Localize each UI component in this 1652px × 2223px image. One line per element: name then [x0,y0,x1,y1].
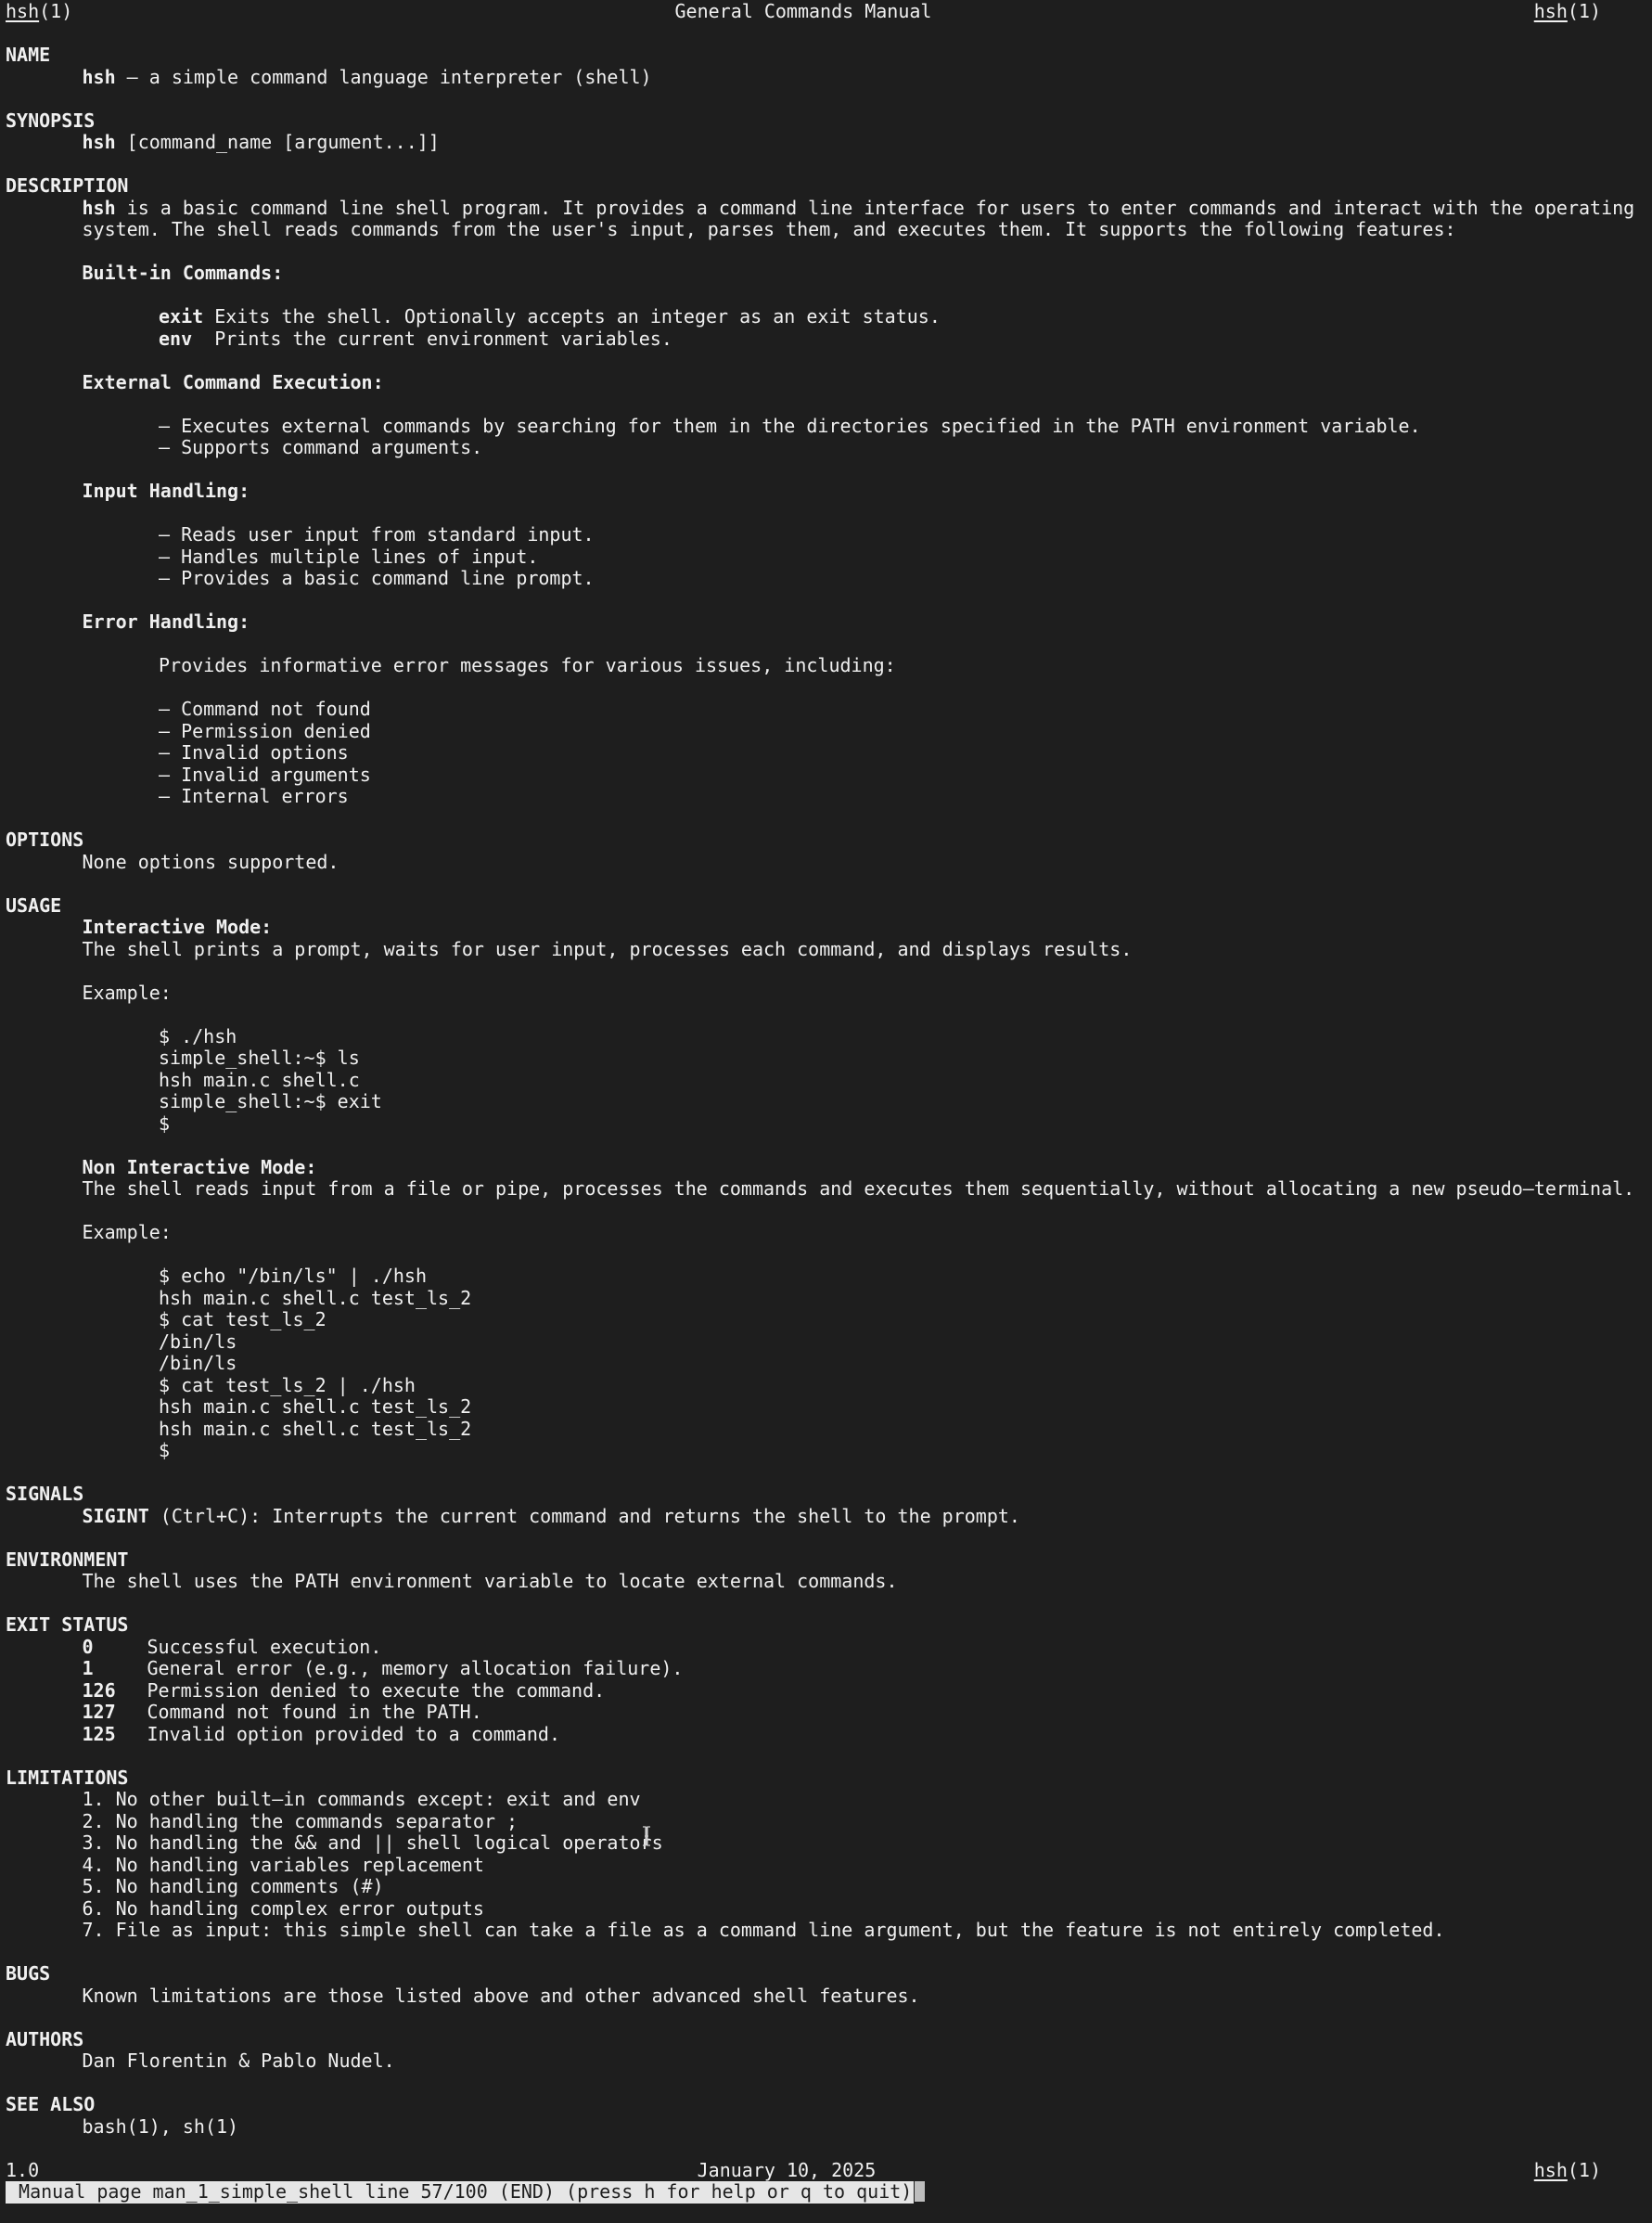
limitation-item: 7. File as input: this simple shell can take a file as a command line argument, but the feature is not entirely completed. [82,1919,1445,1941]
blank-line [6,1942,1647,1964]
section-heading-exit-status: EXIT STATUS [6,1613,129,1636]
blank-line [6,634,1647,656]
blank-line [6,1462,1647,1484]
example-line: $ echo "/bin/ls" | ./hsh [159,1265,427,1287]
input-item: – Handles multiple lines of input. [159,545,539,568]
description-line-1 [6,198,1647,220]
interactive-text: The shell prints a prompt, waits for user input, processes each command, and displays results. [82,937,1133,960]
blank-line [6,1745,1647,1767]
blank-line [6,1201,1647,1223]
pager-status-text: Manual page man_1_simple_shell line 57/100 (END) (press h for help or q to quit) [7,2180,913,2203]
external-item: – Executes external commands by searching for them in the directories specified in the PATH environment variable. [159,414,1421,437]
subheading-error: Error Handling: [82,610,250,633]
exit-status-item [6,1702,1647,1724]
i-beam-cursor-icon [642,1826,651,1846]
pager-status-line [6,2181,1647,2204]
exit-text: Successful execution. [147,1635,382,1658]
footer-version: 1.0 [6,2158,40,2181]
subheading-input: Input Handling: [82,480,250,502]
blank-line [6,459,1647,482]
terminal-window[interactable] [6,1,1647,2204]
name-line [6,67,1647,89]
header-left [6,1,72,23]
name-text: – a simple command language interpreter (shell) [115,65,652,88]
subheading-noninteractive: Non Interactive Mode: [82,1155,317,1178]
header-right-cmd: hsh [1533,0,1568,22]
error-item: – Internal errors [159,785,349,807]
example-line: $ cat test_ls_2 | ./hsh [159,1373,416,1396]
error-intro: Provides informative error messages for various issues, including: [159,654,896,676]
header-left-section: (1) [39,0,73,22]
synopsis-text: [command_name [argument...]] [115,131,440,153]
authors-text: Dan Florentin & Pablo Nudel. [82,2050,395,2072]
example-line: hsh main.c shell.c test_ls_2 [159,1417,472,1440]
section-heading-bugs: BUGS [6,1962,51,1985]
blank-line [6,2073,1647,2095]
error-item: – Invalid options [159,741,349,764]
blank-line [6,1135,1647,1157]
exit-status-item [6,1724,1647,1746]
error-item: – Permission denied [159,719,371,742]
blank-line [6,88,1647,110]
limitation-item: 3. No handling the && and || shell logical operators [82,1831,663,1854]
footer-right [1534,2160,1601,2182]
section-heading-synopsis: SYNOPSIS [6,109,96,132]
builtin-cmd: exit [159,305,204,328]
blank-line [6,2138,1647,2160]
example-line: simple_shell:~$ ls [159,1047,360,1069]
exit-status-item [6,1637,1647,1659]
section-heading-authors: AUTHORS [6,2027,84,2050]
blank-line [6,1244,1647,1266]
exit-code: 0 [82,1635,94,1658]
builtin-item [6,328,1647,351]
example-line: hsh main.c shell.c test_ls_2 [159,1395,472,1418]
description-line-2: system. The shell reads commands from the user's input, parses them, and executes them. It supports the following features: [82,218,1456,240]
footer-right-cmd: hsh [1533,2158,1568,2181]
limitation-item: 2. No handling the commands separator ; [82,1809,519,1832]
example-line: $ [159,1112,171,1135]
block-cursor-icon [915,2181,925,2202]
example-line: $ [159,1439,171,1461]
example-line: hsh main.c shell.c [159,1068,360,1091]
blank-line [6,1527,1647,1549]
exit-text: Permission denied to execute the command. [147,1678,606,1702]
blank-line [6,2007,1647,2029]
man-footer [6,2160,1601,2182]
subheading-interactive: Interactive Mode: [82,916,273,938]
blank-line [6,154,1647,176]
description-cmd: hsh [82,196,116,219]
section-heading-name: NAME [6,44,51,66]
builtin-item [6,306,1647,328]
blank-line [6,1593,1647,1615]
section-heading-options: OPTIONS [6,829,84,851]
man-header [6,1,1601,23]
section-heading-limitations: LIMITATIONS [6,1766,129,1789]
example-label: Example: [82,1221,172,1243]
builtin-text: Prints the current environment variables. [192,327,672,350]
blank-line [6,285,1647,307]
exit-code: 1 [82,1657,94,1679]
exit-status-item [6,1680,1647,1703]
example-line: /bin/ls [159,1352,237,1374]
example-line: /bin/ls [159,1330,237,1353]
blank-line [6,241,1647,263]
footer-date: January 10, 2025 [697,2158,877,2181]
builtin-cmd: env [159,327,193,350]
exit-status-item [6,1658,1647,1680]
limitation-item: 4. No handling variables replacement [82,1853,484,1876]
blank-line [6,393,1647,416]
synopsis-cmd: hsh [82,131,116,153]
section-heading-signals: SIGNALS [6,1483,84,1505]
blank-line [6,808,1647,830]
example-line: $ cat test_ls_2 [159,1308,327,1330]
see-also-text: bash(1), sh(1) [82,2114,239,2138]
synopsis-line [6,132,1647,154]
example-label: Example: [82,981,172,1004]
subheading-builtin: Built-in Commands: [82,262,284,284]
exit-code: 126 [82,1678,116,1702]
header-center: General Commands Manual [674,0,932,22]
subheading-external: External Command Execution: [82,370,384,393]
signal-name: SIGINT [82,1504,149,1527]
exit-code: 125 [82,1722,116,1745]
blank-line [6,23,1647,45]
blank-line [6,1004,1647,1026]
blank-line [6,350,1647,372]
section-heading-usage: USAGE [6,893,62,917]
footer-right-section: (1) [1567,2158,1601,2181]
limitation-item: 5. No handling comments (#) [82,1875,384,1897]
section-heading-environment: ENVIRONMENT [6,1548,129,1571]
example-line: $ ./hsh [159,1024,237,1047]
exit-text: Invalid option provided to a command. [147,1722,561,1745]
external-item: – Supports command arguments. [159,436,483,458]
header-right [1534,1,1601,23]
blank-line [6,873,1647,895]
limitation-item: 1. No other built–in commands except: exit and env [82,1788,641,1810]
blank-line [6,960,1647,983]
exit-text: Command not found in the PATH. [147,1701,482,1723]
header-left-cmd: hsh [6,0,40,22]
description-text-1: is a basic command line shell program. It provides a command line interface for users to enter commands and interact with the operating [115,196,1635,219]
builtin-text: Exits the shell. Optionally accepts an integer as an exit status. [203,305,941,328]
options-text: None options supported. [82,850,339,873]
exit-text: General error (e.g., memory allocation failure). [147,1657,684,1679]
example-line: simple_shell:~$ exit [159,1090,382,1112]
name-cmd: hsh [82,65,116,88]
signals-line [6,1506,1647,1528]
blank-line [6,590,1647,612]
bugs-text: Known limitations are those listed above and other advanced shell features. [82,1984,920,2007]
input-item: – Provides a basic command line prompt. [159,567,595,589]
section-heading-see-also: SEE ALSO [6,2093,96,2115]
input-item: – Reads user input from standard input. [159,523,595,546]
noninteractive-text: The shell reads input from a file or pipe, processes the commands and executes them sequentially, without allocating a new pseudo–terminal. [82,1177,1635,1200]
blank-line [6,677,1647,700]
exit-code: 127 [82,1701,116,1723]
example-line: hsh main.c shell.c test_ls_2 [159,1286,472,1309]
error-item: – Command not found [159,698,371,720]
limitation-item: 6. No handling complex error outputs [82,1896,484,1920]
signal-text: (Ctrl+C): Interrupts the current command and returns the shell to the prompt. [148,1504,1020,1527]
blank-line [6,503,1647,525]
section-heading-description: DESCRIPTION [6,174,129,197]
error-item: – Invalid arguments [159,763,371,786]
environment-text: The shell uses the PATH environment variable to locate external commands. [82,1570,898,1592]
header-right-section: (1) [1567,0,1601,22]
